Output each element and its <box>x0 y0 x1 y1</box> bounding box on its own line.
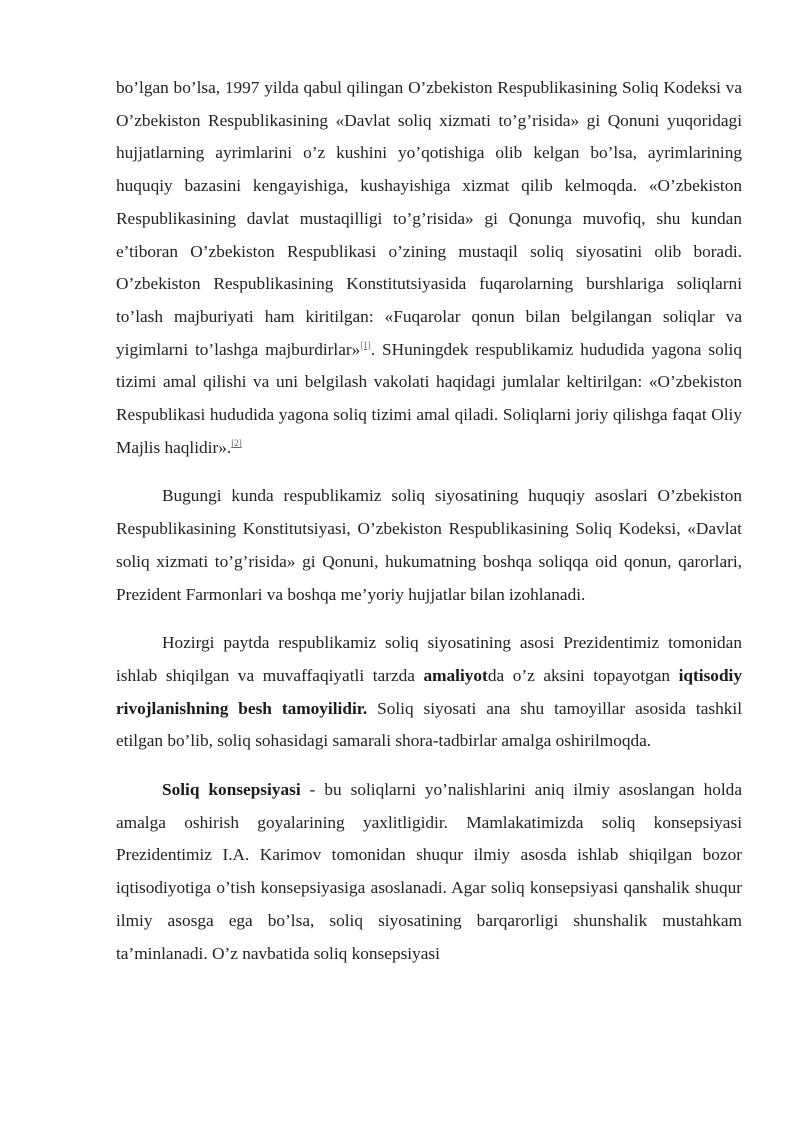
paragraph-text: - bu soliqlarni yo’nalishlarini aniq ilmiy asoslangan holda amalga oshirish goyalarining yaxlitligidir. Mamlakatimizda soliq konsepsiyasi Prezidentimiz I.A. Karimov tomonidan shuqur ilmiy asosda ishlab shiqilgan bozor iqtisodiyotiga o’tish konsepsiyasiga asoslanadi. Agar soliq konsepsiyasi qanshalik shuqur ilmiy asosga ega bo’lsa, soliq siyosatining barqarorligi shunshalik mustahkam ta’minlanadi. O’z navbatida soliq konsepsiyasi <box>116 780 742 963</box>
paragraph-constitution <box>116 72 742 464</box>
bold-term-amaliyot: amaliyot <box>423 665 488 685</box>
paragraph-text: Bugungi kunda respublikamiz soliq siyosatining huquqiy asoslari O’zbekiston Respublikasining Konstitutsiyasi, O’zbekiston Respublikasining Soliq Kodeksi, «Davlat soliq xizmati to’g’risida» gi Qonuni, hukumatning boshqa soliqqa oid qonun, qarorlari, Prezident Farmonlari va boshqa me’yoriy hujjatlar bilan izohlanadi. <box>116 486 742 604</box>
bold-term-principles: iqtisodiy rivojlanishning besh tamoyilidir. <box>116 665 742 718</box>
paragraph-text: Hozirgi paytda respublikamiz soliq siyosatining asosi Prezidentimiz tomonidan ishlab shiqilgan va muvaffaqiyatli tarzda <box>116 633 742 685</box>
footnote-ref-2[interactable]: [2] <box>231 437 242 448</box>
paragraph-tax-policy-basis <box>116 627 742 758</box>
paragraph-legal-basis <box>116 480 742 611</box>
footnote-ref-1[interactable]: [1] <box>360 339 371 350</box>
paragraph-text: Soliq siyosati ana shu tamoyillar asosida tashkil etilgan bo’lib, soliq sohasidagi samarali shora-tadbirlar amalga oshirilmoqda. <box>116 698 742 751</box>
document-page <box>116 72 742 986</box>
paragraph-tax-concept <box>116 774 742 970</box>
paragraph-text: da o’z aksini topayotgan <box>487 665 679 685</box>
paragraph-text: bo’lgan bo’lsa, 1997 yilda qabul qilingan O’zbekiston Respublikasining Soliq Kodeksi va O’zbekiston Respublikasining «Davlat soliq xizmati to’g’risida» gi Qonuni yuqoridagi hujjatlarning ayrimlarini o’z kushini yo’qotishiga olib kelgan bo’lsa, ayrimlarining huquqiy bazasini kengayishiga, kushayishiga xizmat qilib kelmoqda. «O’zbekiston Respublikasining davlat mustaqilligi to’g’risida» gi Qonunga muvofiq, shu kundan e’tiboran O’zbekiston Respublikasi o’zining mustaqil soliq siyosatini olib boradi. O’zbekiston Respublikasining Konstitutsiyasida fuqarolarning burshlariga soliqlarni to’lash majburiyati ham kiritilgan: «Fuqarolar qonun bilan belgilangan soliqlar va yigimlarni to’lashga majburdirlar» <box>116 78 742 359</box>
bold-term-tax-concept: Soliq konsepsiyasi <box>162 780 301 800</box>
paragraph-text: . SHuningdek respublikamiz hududida yagona soliq tizimi amal qilishi va uni belgilash vakolati haqidagi jumlalar keltirilgan: «O’zbekiston Respublikasi hududida yagona soliq tizimi amal qiladi. Soliqlarni joriy qilishga faqat Oliy Majlis haqlidir». <box>116 339 742 457</box>
